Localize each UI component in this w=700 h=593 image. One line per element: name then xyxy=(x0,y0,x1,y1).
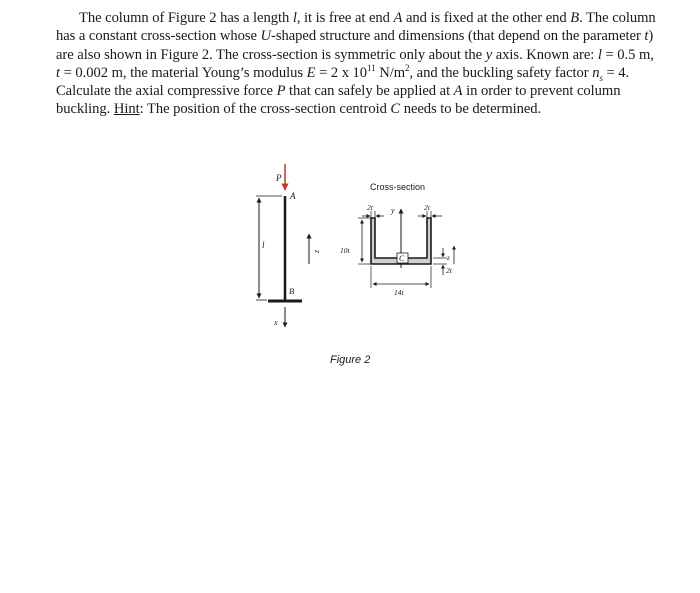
label-z-axis: z xyxy=(313,250,322,254)
cross-section xyxy=(340,182,454,297)
label-2t-right: 2t xyxy=(424,203,430,212)
label-l: l xyxy=(262,240,265,250)
label-14t: 14t xyxy=(394,288,404,297)
label-P: P xyxy=(276,173,282,183)
label-x: x xyxy=(274,318,278,327)
label-10t: 10t xyxy=(340,246,350,255)
column-side-view xyxy=(256,164,322,327)
label-2t-bottom: 2t xyxy=(446,266,452,275)
cross-section-title: Cross-section xyxy=(370,182,426,192)
label-z-small: z xyxy=(447,254,450,262)
label-2t-left: 2t xyxy=(367,203,373,212)
figure-caption: Figure 2 xyxy=(330,354,371,366)
label-A: A xyxy=(290,191,296,201)
label-y: y xyxy=(391,206,395,215)
problem-statement: The column of Figure 2 has a length l, it is free at end A and is fixed at the other end B. The column has a constant cross-section whose U-shaped structure and dimensions (that depend on the parameter t) are also shown in Figure 2. The cross-section is symmetric only about the y axis. Known are: l = 0.5 m, t = 0.002 m, the material Young’s modulus E = 2 x $10^{11}$ $N/m^2$, and the buckling safety factor $n_s = 4$. Calculate the axial compressive force P that can safely be applied at A in order to prevent column buckling. Hint: The position of the cross-section centroid C needs to be determined. xyxy=(56,10,656,118)
label-B: B xyxy=(289,286,295,296)
label-C: C xyxy=(399,254,405,263)
hint-label: Hint xyxy=(113,101,140,118)
